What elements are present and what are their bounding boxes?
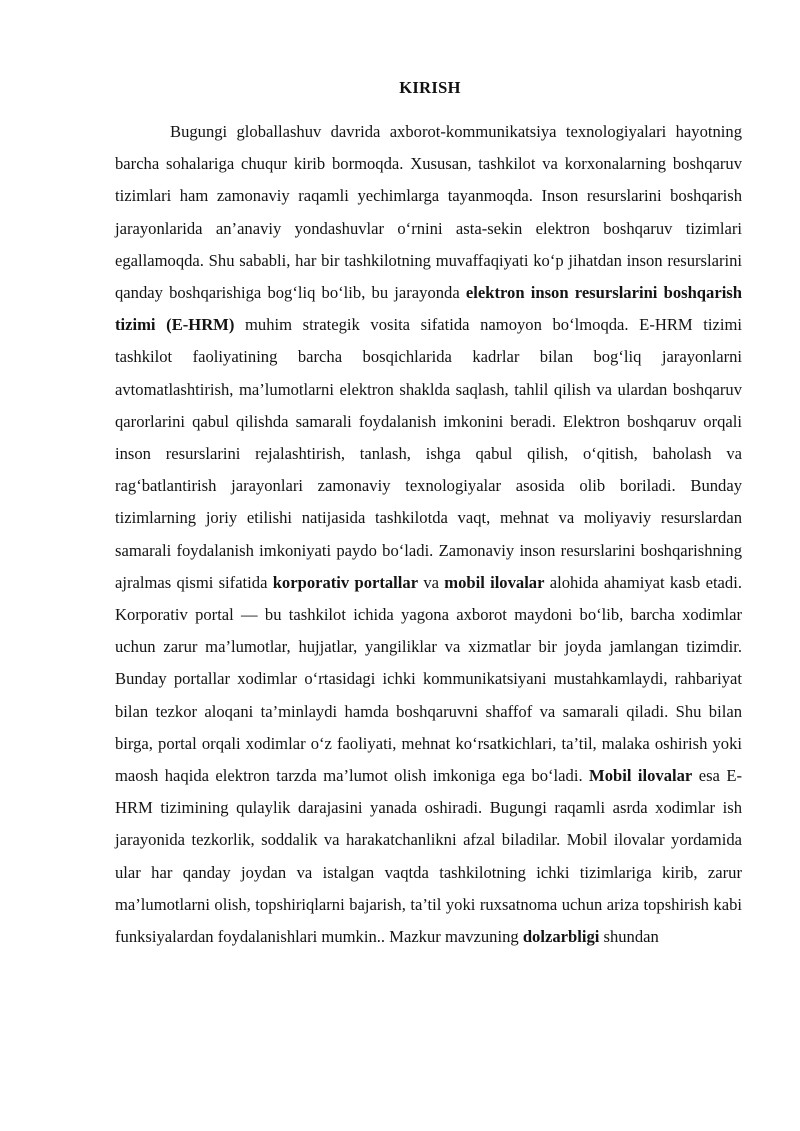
paragraph-segment: muhim strategik vosita sifatida namoyon bo‘lmoqda. E-HRM tizimi tashkilot faoliyatining barcha bosqichlarida kadrlar bilan bog‘liq jarayonlarni avtomatlashtirish, ma’lumotlarni elektron shaklda saqlash, tahlil qilish va ulardan boshqaruv qarorlarini qabul qilishda samarali foydalanish imkonini beradi. Elektron boshqaruv orqali inson resurslarini rejalashtirish, tanlash, ishga qabul qilish, o‘qitish, baholash va rag‘batlantirish jarayonlari zamonaviy texnologiyalar asosida olib boriladi. Bunday tizimlarning joriy etilishi natijasida tashkilotda vaqt, mehnat va moliyaviy resurslardan samarali foydalanish imkoniyati paydo bo‘ladi. Zamonaviy inson resurslarini boshqarishning ajralmas qismi sifatida <box>115 315 742 592</box>
paragraph-segment-bold: elektron inson resurslarini boshqarish tizimi (E-HRM) <box>115 283 742 335</box>
paragraph-segment-bold: dolzarbligi <box>522 927 600 947</box>
paragraph-segment: shundan <box>599 927 659 947</box>
paragraph-segment-bold: Mobil ilovalar <box>589 766 693 786</box>
page-heading: KIRISH <box>399 78 461 97</box>
intro-paragraph <box>115 116 742 953</box>
paragraph-segment-bold: mobil ilovalar <box>444 572 545 592</box>
paragraph-segment: Bugungi globallashuv davrida axborot-kommunikatsiya texnologiyalari hayotning barcha sohalariga chuqur kirib bormoqda. Xususan, tashkilot va korxonalarning boshqaruv tizimlari ham zamonaviy raqamli yechimlarga tayanmoqda. Inson resurslarini boshqarish jarayonlarida an’anaviy yondashuvlar o‘rnini asta-sekin elektron boshqaruv tizimlari egallamoqda. Shu sababli, har bir tashkilotning muvaffaqiyati ko‘p jihatdan inson resurslarini qanday boshqarishiga bog‘liq bo‘lib, bu jarayonda <box>115 122 742 303</box>
paragraph-segment: alohida ahamiyat kasb etadi. Korporativ portal — bu tashkilot ichida yagona axborot maydoni bo‘lib, barcha xodimlar uchun zarur ma’lumotlar, hujjatlar, yangiliklar va xizmatlar bir joyda jamlangan tizimdir. Bunday portallar xodimlar o‘rtasidagi ichki kommunikatsiyani mustahkamlaydi, rahbariyat bilan tezkor aloqani ta’minlaydi hamda boshqaruvni shaffof va samarali qiladi. Shu bilan birga, portal orqali xodimlar o‘z faoliyati, mehnat ko‘rsatkichlari, ta’til, malaka oshirish yoki maosh haqida elektron tarzda ma’lumot olish imkoniga ega bo‘ladi. <box>115 572 742 786</box>
paragraph-segment-bold: korporativ portallar <box>272 572 419 592</box>
paragraph-segment: esa E-HRM tizimining qulaylik darajasini yanada oshiradi. Bugungi raqamli asrda xodimlar ish jarayonida tezkorlik, soddalik va harakatchanlikni afzal biladilar. Mobil ilovalar yordamida ular har qanday joydan va istalgan vaqtda tashkilotning ichki tizimlariga kirib, zarur ma’lumotlarni olish, topshiriqlarni bajarish, ta’til yoki ruxsatnoma uchun ariza topshirish kabi funksiyalardan foydalanishlari mumkin.. Mazkur mavzuning <box>115 766 742 947</box>
paragraph-segment: va <box>418 572 445 592</box>
